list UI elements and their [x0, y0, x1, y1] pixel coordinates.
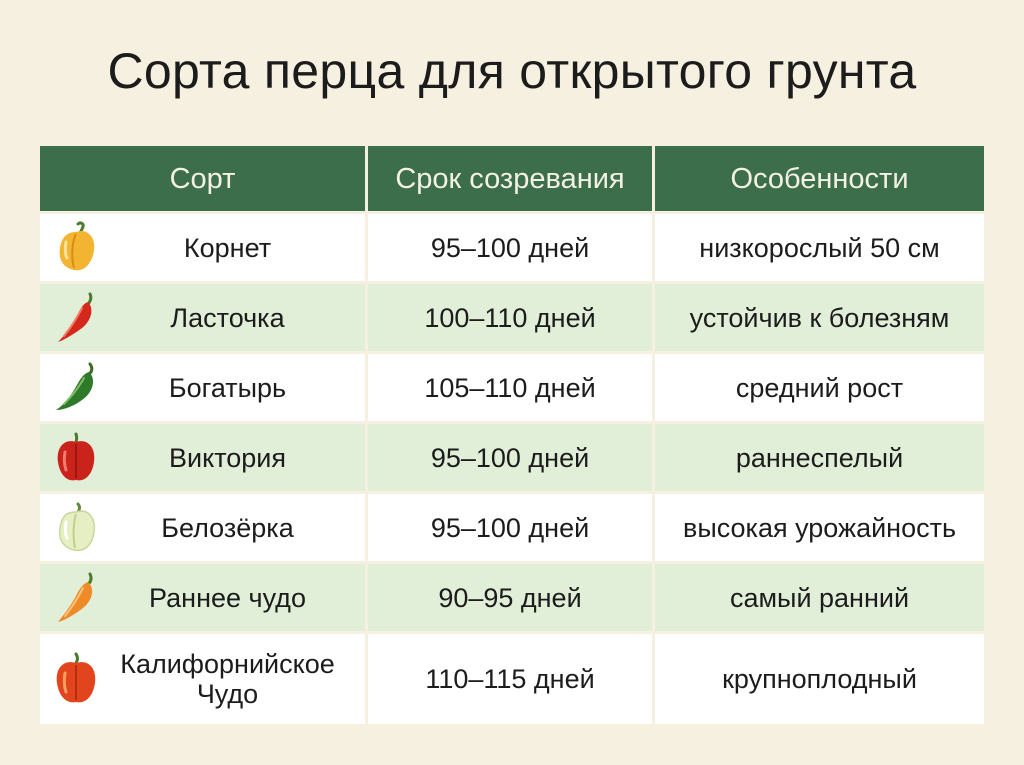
column-header-features: Особенности	[655, 146, 984, 211]
column-header-variety: Сорт	[40, 146, 365, 211]
ripening-period: 95–100 дней	[368, 214, 652, 281]
red-orange-bell-pepper-icon	[52, 651, 100, 707]
page-title: Сорта перца для открытого грунта	[107, 43, 917, 99]
variety-name: Раннее чудо	[149, 582, 306, 613]
variety-name: Корнет	[183, 232, 272, 263]
variety-features: устойчив к болезням	[655, 284, 984, 351]
variety-name: Белозёрка	[161, 512, 294, 543]
red-bell-pepper-icon	[52, 430, 100, 486]
ripening-period: 100–110 дней	[368, 284, 652, 351]
variety-name: Калифорнийское Чудо	[120, 649, 335, 709]
ripening-period: 95–100 дней	[368, 424, 652, 491]
variety-features: крупноплодный	[655, 634, 984, 724]
pale-bell-pepper-icon	[52, 500, 100, 556]
ripening-period: 95–100 дней	[368, 494, 652, 561]
ripening-period: 90–95 дней	[368, 564, 652, 631]
pepper-varieties-table	[40, 146, 984, 724]
variety-features: низкорослый 50 см	[655, 214, 984, 281]
variety-features: высокая урожайность	[655, 494, 984, 561]
variety-features: средний рост	[655, 354, 984, 421]
variety-name: Виктория	[168, 442, 286, 473]
yellow-bell-pepper-icon	[52, 220, 100, 276]
orange-chili-pepper-icon	[52, 570, 100, 626]
column-header-ripening: Срок созревания	[368, 146, 652, 211]
red-chili-pepper-icon	[52, 290, 100, 346]
variety-name: Богатырь	[168, 372, 287, 403]
variety-name: Ласточка	[170, 302, 285, 333]
green-chili-pepper-icon	[52, 360, 100, 416]
ripening-period: 105–110 дней	[368, 354, 652, 421]
ripening-period: 110–115 дней	[368, 634, 652, 724]
variety-features: самый ранний	[655, 564, 984, 631]
variety-features: раннеспелый	[655, 424, 984, 491]
